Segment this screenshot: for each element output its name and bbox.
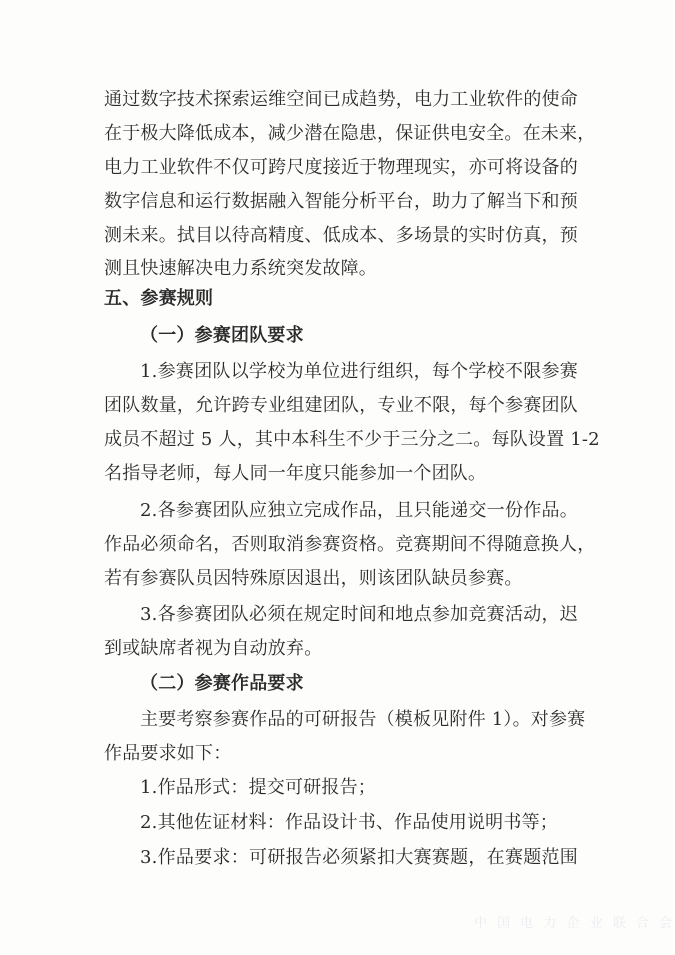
list-item: 2.其他佐证材料：作品设计书、作品使用说明书等； bbox=[140, 812, 558, 833]
section-heading: 五、参赛规则 bbox=[104, 288, 214, 309]
paragraph-line: 电力工业软件不仅可跨尺度接近于物理现实，亦可将设备的 bbox=[104, 157, 578, 178]
paragraph-line: 测且快速解决电力系统突发故障。 bbox=[104, 258, 377, 279]
paragraph-line: 数字信息和运行数据融入智能分析平台，助力了解当下和预 bbox=[104, 191, 578, 212]
paragraph-line: 若有参赛队员因特殊原因退出，则该团队缺员参赛。 bbox=[104, 568, 523, 589]
paragraph-line: 1.参赛团队以学校为单位进行组织，每个学校不限参赛 bbox=[140, 361, 578, 382]
paragraph-line: 作品必须命名，否则取消参赛资格。竞赛期间不得随意换人， bbox=[104, 534, 596, 555]
subsection-heading: （二）参赛作品要求 bbox=[140, 673, 304, 694]
paragraph-line: 成员不超过 5 人，其中本科生不少于三分之二。每队设置 1-2 bbox=[104, 429, 600, 450]
paragraph-line: 3.各参赛团队必须在规定时间和地点参加竞赛活动，迟 bbox=[140, 604, 578, 625]
paragraph-line: 作品要求如下： bbox=[104, 743, 232, 764]
paragraph-line: 测未来。拭目以待高精度、低成本、多场景的实时仿真，预 bbox=[104, 225, 578, 246]
subsection-heading: （一）参赛团队要求 bbox=[140, 325, 304, 346]
paragraph-line: 到或缺席者视为自动放弃。 bbox=[104, 638, 323, 659]
paragraph-line: 团队数量，允许跨专业组建团队，专业不限，每个参赛团队 bbox=[104, 395, 578, 416]
paragraph-line: 通过数字技术探索运维空间已成趋势，电力工业软件的使命 bbox=[104, 89, 578, 110]
list-item: 3.作品要求：可研报告必须紧扣大赛赛题，在赛题范围 bbox=[140, 847, 578, 868]
paragraph-line: 2.各参赛团队应独立完成作品，且只能递交一份作品。 bbox=[140, 500, 578, 521]
list-item: 1.作品形式：提交可研报告； bbox=[140, 777, 376, 798]
watermark: 中 国 电 力 企 业 联 合 会 bbox=[474, 916, 675, 931]
paragraph-line: 在于极大降低成本，减少潜在隐患，保证供电安全。在未来， bbox=[104, 123, 596, 144]
paragraph-line: 主要考察参赛作品的可研报告（模板见附件 1）。对参赛 bbox=[140, 709, 586, 730]
paragraph-line: 名指导老师，每人同一年度只能参加一个团队。 bbox=[104, 463, 487, 484]
